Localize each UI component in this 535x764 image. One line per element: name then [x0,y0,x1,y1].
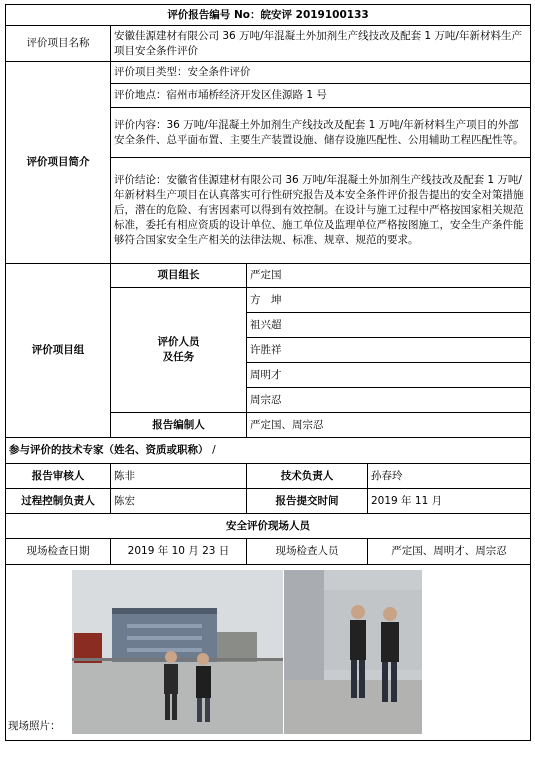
experts-value: / [212,444,216,456]
inspection-staff-value: 严定国、周明才、周宗忍 [368,539,531,565]
site-photos-cell [6,565,531,741]
compiler-value: 严定国、周宗忍 [247,413,531,438]
members-label [111,288,247,413]
members-label-line2: 及任务 [162,351,195,363]
process-control-label: 过程控制负责人 [6,489,111,514]
member-4: 周明才 [247,363,531,388]
project-content: 评价内容：36 万吨/年混凝土外加剂生产线技改及配套 1 万吨/年新材料生产项目的外部安全条件、总平面布置、主要生产装置设施、储存设施匹配性、公用辅助工程匹配性等。 [111,108,531,158]
inspection-staff-label: 现场检查人员 [247,539,368,565]
project-location: 评价地点：宿州市埇桥经济开发区佳源路 1 号 [111,84,531,108]
tech-lead-value: 孙春玲 [368,464,531,489]
project-name-value: 安徽佳源建材有限公司 36 万吨/年混凝土外加剂生产线技改及配套 1 万吨/年新材料生产项目安全条件评价 [111,26,531,62]
evaluation-report-form [5,4,531,741]
member-1: 方 坤 [247,288,531,313]
project-conclusion: 评价结论：安徽省佳源建材有限公司 36 万吨/年混凝土外加剂生产线技改及配套 1 万吨/年新材料生产项目在认真落实可行性研究报告及本安全条件评价报告提出的安全对策措施后，潜在的危险、有害因素可以得到有效控制。在设计与施工过程中严格按国家相关规范标准，委托有相应资质的设计单位、施工单位及监理单位严格按图施工，安全生产条件能够符合国家安全生产相关的法律法规、标准、规章、规范的要求。 [111,158,531,264]
tech-lead-label: 技术负责人 [247,464,368,489]
experts-row [6,438,531,464]
site-photo-label: 现场照片： [8,720,61,732]
reviewer-value: 陈非 [111,464,247,489]
team-label: 评价项目组 [6,264,111,438]
site-photo-1-image [72,570,283,734]
member-3: 许胜祥 [247,338,531,363]
submit-time-value: 2019 年 11 月 [368,489,531,514]
leader-value: 严定国 [247,264,531,288]
member-5: 周宗忍 [247,388,531,413]
site-photo-2 [284,570,422,734]
report-number-row [6,5,531,26]
inspection-date-value: 2019 年 10 月 23 日 [111,539,247,565]
site-photo-2-image [284,570,422,734]
inspection-date-label: 现场检查日期 [6,539,111,565]
compiler-label: 报告编制人 [111,413,247,438]
project-intro-label: 评价项目简介 [6,62,111,264]
members-label-line1: 评价人员 [157,336,200,348]
reviewer-label: 报告审核人 [6,464,111,489]
report-number-label: 评价报告编号 No： [167,8,261,21]
leader-label: 项目组长 [111,264,247,288]
report-number-value: 皖安评 2019100133 [260,8,369,21]
experts-label: 参与评价的技术专家（姓名、资质或职称） [9,444,209,456]
site-photo-1 [72,570,283,734]
project-type: 评价项目类型：安全条件评价 [111,62,531,84]
site-staff-section: 安全评价现场人员 [6,514,531,539]
process-control-value: 陈宏 [111,489,247,514]
project-name-label: 评价项目名称 [6,26,111,62]
member-2: 祖兴超 [247,313,531,338]
submit-time-label: 报告提交时间 [247,489,368,514]
